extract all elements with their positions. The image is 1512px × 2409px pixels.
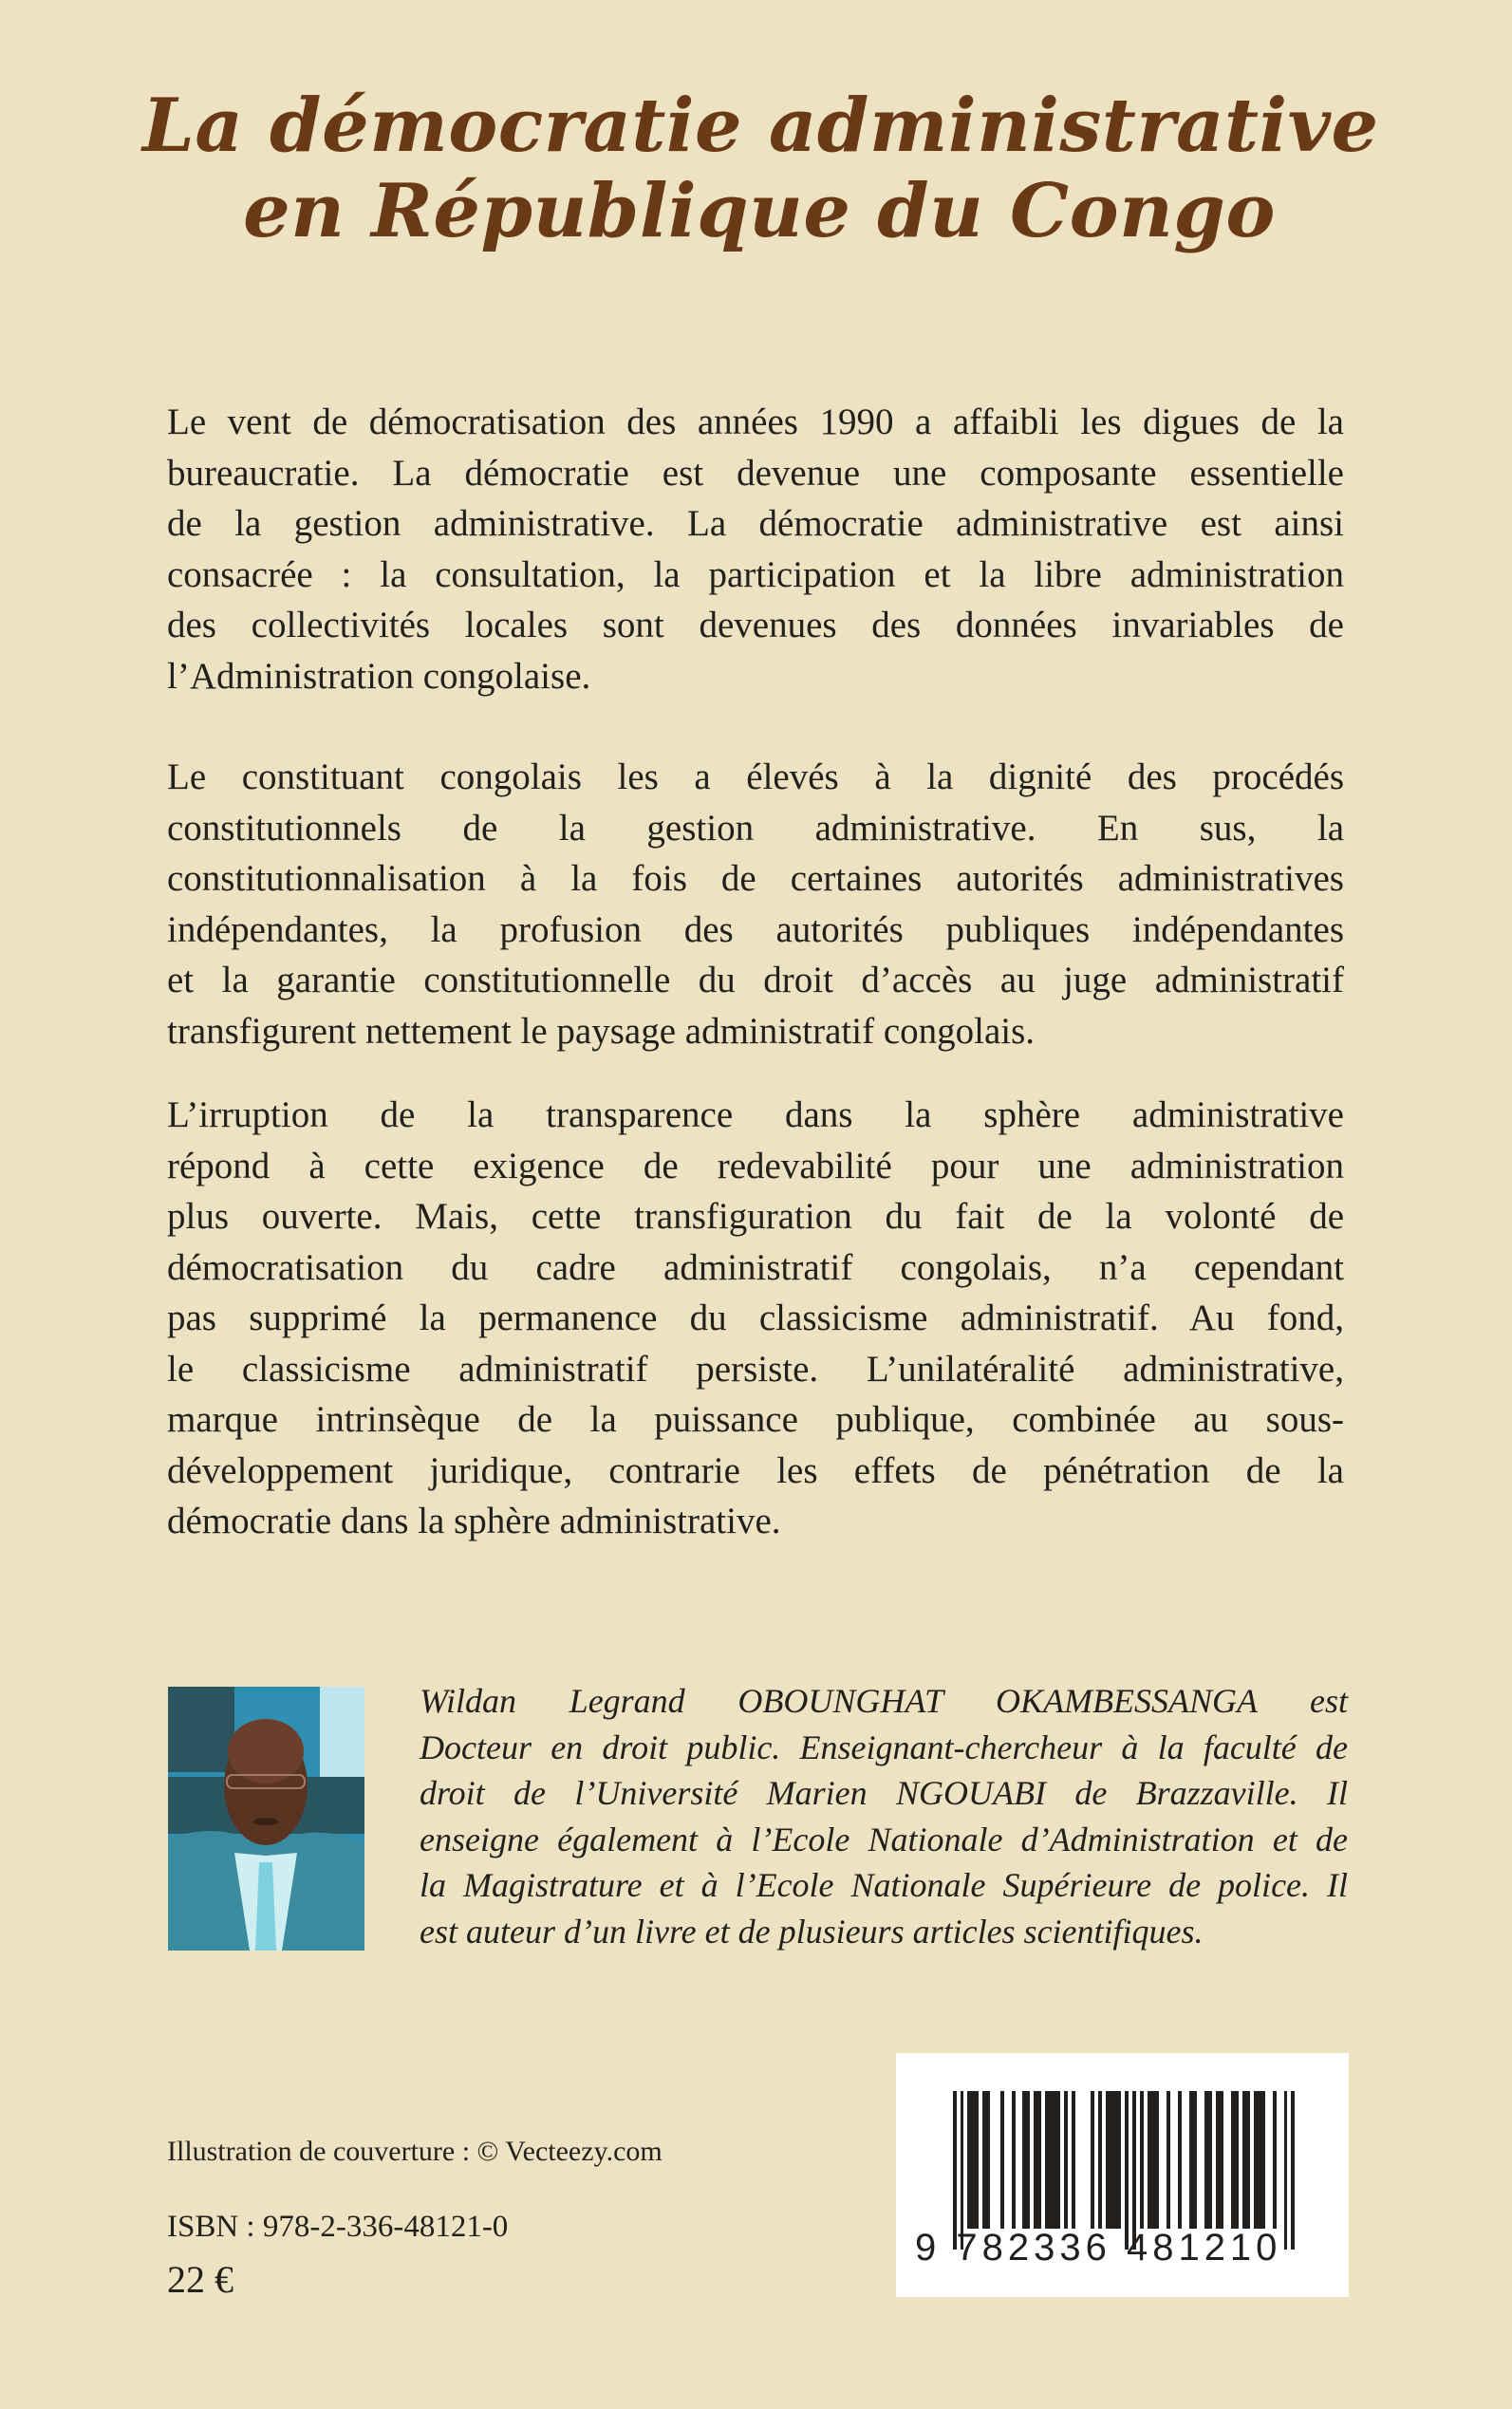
summary-paragraph-3 [167,1090,1344,1547]
text-line: Le constituant congolais les a élevés à la dignité des procédés [167,756,1344,797]
bio-line: enseigne également à l’Ecole Nationale d’Administration et de [420,1820,1348,1858]
text-line: pas supprimé la permanence du classicisme administratif. Au fond, [167,1298,1344,1338]
text-line: le classicisme administratif persiste. L’unilatéralité administrative, [167,1348,1344,1390]
text-line: plus ouverte. Mais, cette transfiguration du fait de la volonté de [167,1196,1344,1237]
text-line: démocratisation du cadre administratif congolais, n’a cependant [167,1246,1344,1288]
bio-line: est auteur d’un livre et de plusieurs articles scientifiques. [420,1912,1204,1951]
text-line: marque intrinsèque de la puissance publique, combinée au sous- [167,1399,1344,1440]
book-title [142,83,1379,254]
summary-paragraph-2 [167,752,1344,1056]
price: 22 € [167,2258,233,2301]
bio-line: la Magistrature et à l’Ecole Nationale Supérieure de police. Il [420,1866,1348,1904]
text-line: bureaucratie. La démocratie est devenue une composante essentielle [167,452,1344,494]
text-line: transfigurent nettement le paysage administratif congolais. [167,1010,1036,1052]
text-line: répond à cette exigence de redevabilité pour une administration [167,1145,1344,1186]
isbn: ISBN : 978-2-336-48121-0 [167,2210,509,2244]
text-line: Le vent de démocratisation des années 1990 a affaibli les digues de la [167,402,1344,442]
barcode [896,2053,1349,2297]
text-line: consacrée : la consultation, la participation et la libre administration [167,553,1344,595]
bio-line: Docteur en droit public. Enseignant-chercheur à la faculté de [420,1727,1348,1766]
author-photo [168,1687,364,1951]
text-line: développement juridique, contrarie les effets de pénétration de la [167,1449,1344,1491]
text-line: de la gestion administrative. La démocratie administrative est ainsi [167,503,1344,544]
text-line: indépendantes, la profusion des autorités publiques indépendantes [167,908,1344,950]
bio-line: droit de l’Université Marien NGOUABI de Brazzaville. Il [420,1774,1348,1812]
text-line: et la garantie constitutionnelle du droit d’accès au juge administratif [167,960,1344,1000]
author-portrait-icon [168,1687,364,1951]
barcode-digits: 9 782336 481210 [915,2227,1282,2269]
author-bio [420,1678,1348,1954]
text-line: démocratie dans la sphère administrative. [167,1501,781,1541]
text-line: des collectivités locales sont devenues des données invariables de [167,605,1344,645]
barcode-bars-icon [953,2091,1304,2250]
text-line: L’irruption de la transparence dans la sphère administrative [167,1094,1344,1135]
text-line: l’Administration congolaise. [167,655,591,697]
title-line-2: en République du Congo [243,168,1276,254]
bio-line: Wildan Legrand OBOUNGHAT OKAMBESSANGA est [420,1682,1348,1720]
text-line: constitutionnalisation à la fois de certaines autorités administratives [167,858,1344,899]
cover-illustration-credit: Illustration de couverture : © Vecteezy.com [167,2136,663,2167]
summary-paragraph-1 [167,397,1344,701]
text-line: constitutionnels de la gestion administrative. En sus, la [167,807,1344,849]
title-line-1: La démocratie administrative [142,83,1379,169]
